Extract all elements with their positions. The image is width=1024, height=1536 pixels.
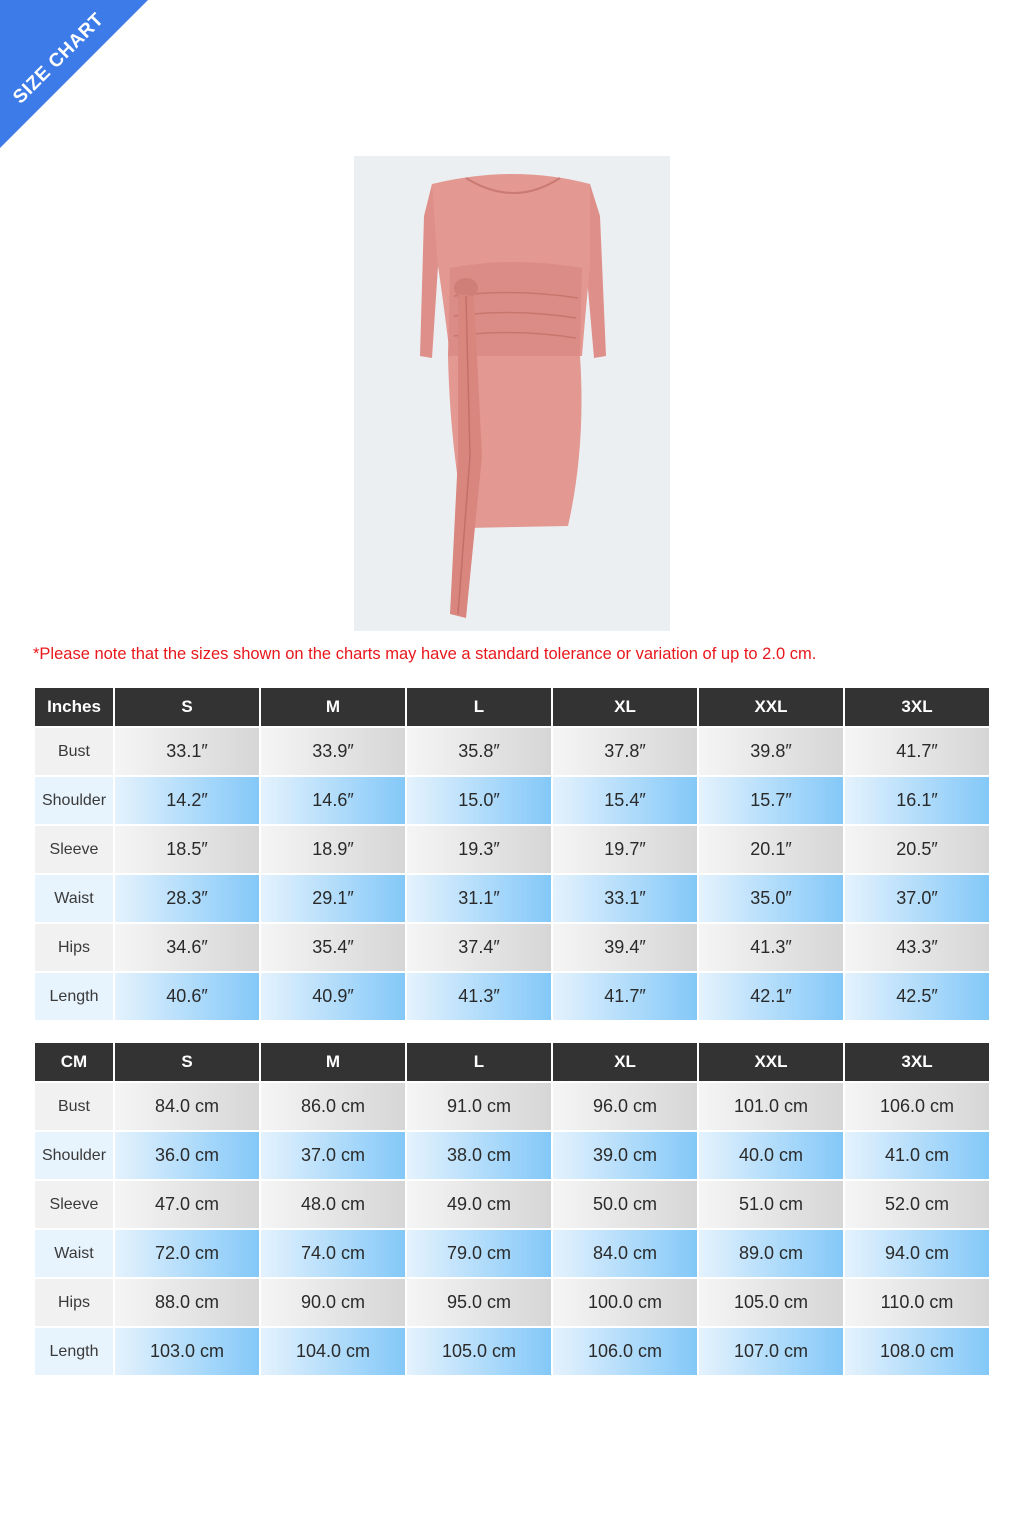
table-cell: 50.0 cm	[553, 1181, 697, 1228]
table-cell: 103.0 cm	[115, 1328, 259, 1375]
row-label: Waist	[35, 1230, 113, 1277]
table-cell: 29.1″	[261, 875, 405, 922]
table-cell: 74.0 cm	[261, 1230, 405, 1277]
table-cell: 86.0 cm	[261, 1083, 405, 1130]
table-cell: 84.0 cm	[553, 1230, 697, 1277]
badge-label: SIZE CHART	[9, 9, 109, 109]
table-cell: 95.0 cm	[407, 1279, 551, 1326]
table-header-row	[35, 1043, 989, 1081]
table-cell: 35.8″	[407, 728, 551, 775]
table-cell: 48.0 cm	[261, 1181, 405, 1228]
size-header: L	[407, 1043, 551, 1081]
table-cell: 19.7″	[553, 826, 697, 873]
table-cell: 18.5″	[115, 826, 259, 873]
table-cell: 96.0 cm	[553, 1083, 697, 1130]
table-cell: 89.0 cm	[699, 1230, 843, 1277]
table-cell: 33.1″	[553, 875, 697, 922]
tolerance-note: *Please note that the sizes shown on the charts may have a standard tolerance or variation of up to 2.0 cm.	[33, 645, 817, 663]
size-chart-badge	[0, 0, 150, 150]
row-label: Length	[35, 973, 113, 1020]
size-header: XXL	[699, 1043, 843, 1081]
table-row	[35, 1181, 989, 1228]
table-row	[35, 777, 989, 824]
row-label: Sleeve	[35, 826, 113, 873]
row-label: Sleeve	[35, 1181, 113, 1228]
row-label: Shoulder	[35, 1132, 113, 1179]
table-cell: 79.0 cm	[407, 1230, 551, 1277]
size-header: XL	[553, 1043, 697, 1081]
table-row	[35, 875, 989, 922]
table-cell: 105.0 cm	[407, 1328, 551, 1375]
table-cell: 42.1″	[699, 973, 843, 1020]
table-cell: 34.6″	[115, 924, 259, 971]
row-label: Hips	[35, 1279, 113, 1326]
table-cell: 20.1″	[699, 826, 843, 873]
table-cell: 40.0 cm	[699, 1132, 843, 1179]
table-row	[35, 1279, 989, 1326]
table-cell: 36.0 cm	[115, 1132, 259, 1179]
unit-header: CM	[35, 1043, 113, 1081]
table-row	[35, 1328, 989, 1375]
table-cell: 37.4″	[407, 924, 551, 971]
table-cell: 51.0 cm	[699, 1181, 843, 1228]
table-cell: 49.0 cm	[407, 1181, 551, 1228]
table-cell: 40.6″	[115, 973, 259, 1020]
table-cell: 39.0 cm	[553, 1132, 697, 1179]
row-label: Hips	[35, 924, 113, 971]
table-cell: 35.4″	[261, 924, 405, 971]
product-image	[354, 156, 670, 631]
table-cell: 84.0 cm	[115, 1083, 259, 1130]
table-cell: 37.0″	[845, 875, 989, 922]
table-cell: 107.0 cm	[699, 1328, 843, 1375]
table-cell: 106.0 cm	[845, 1083, 989, 1130]
size-header: S	[115, 688, 259, 726]
table-cell: 100.0 cm	[553, 1279, 697, 1326]
table-cell: 91.0 cm	[407, 1083, 551, 1130]
table-cell: 14.2″	[115, 777, 259, 824]
table-cell: 18.9″	[261, 826, 405, 873]
table-cell: 19.3″	[407, 826, 551, 873]
unit-header: Inches	[35, 688, 113, 726]
table-cell: 31.1″	[407, 875, 551, 922]
table-cell: 110.0 cm	[845, 1279, 989, 1326]
row-label: Length	[35, 1328, 113, 1375]
table-cell: 15.4″	[553, 777, 697, 824]
table-cell: 37.0 cm	[261, 1132, 405, 1179]
size-header: M	[261, 1043, 405, 1081]
table-row	[35, 1132, 989, 1179]
table-cell: 108.0 cm	[845, 1328, 989, 1375]
table-cell: 40.9″	[261, 973, 405, 1020]
size-header: M	[261, 688, 405, 726]
table-row	[35, 973, 989, 1020]
table-cell: 28.3″	[115, 875, 259, 922]
table-cell: 52.0 cm	[845, 1181, 989, 1228]
table-cell: 37.8″	[553, 728, 697, 775]
table-cell: 106.0 cm	[553, 1328, 697, 1375]
table-row	[35, 826, 989, 873]
table-row	[35, 1230, 989, 1277]
table-cell: 42.5″	[845, 973, 989, 1020]
row-label: Bust	[35, 728, 113, 775]
table-row	[35, 924, 989, 971]
table-cell: 33.9″	[261, 728, 405, 775]
size-header: XXL	[699, 688, 843, 726]
table-cell: 41.3″	[699, 924, 843, 971]
table-cell: 43.3″	[845, 924, 989, 971]
table-cell: 39.4″	[553, 924, 697, 971]
table-header-row	[35, 688, 989, 726]
table-row	[35, 1083, 989, 1130]
table-cell: 15.0″	[407, 777, 551, 824]
size-header: 3XL	[845, 688, 989, 726]
table-cell: 41.7″	[553, 973, 697, 1020]
badge-triangle	[0, 0, 148, 148]
cm-size-table	[33, 1041, 991, 1377]
table-cell: 15.7″	[699, 777, 843, 824]
table-cell: 33.1″	[115, 728, 259, 775]
size-header: L	[407, 688, 551, 726]
table-cell: 14.6″	[261, 777, 405, 824]
inches-size-table	[33, 686, 991, 1022]
row-label: Bust	[35, 1083, 113, 1130]
table-cell: 104.0 cm	[261, 1328, 405, 1375]
table-cell: 94.0 cm	[845, 1230, 989, 1277]
table-cell: 41.7″	[845, 728, 989, 775]
table-cell: 41.3″	[407, 973, 551, 1020]
size-header: S	[115, 1043, 259, 1081]
pink-dress-illustration	[354, 156, 670, 631]
table-cell: 90.0 cm	[261, 1279, 405, 1326]
table-cell: 41.0 cm	[845, 1132, 989, 1179]
table-cell: 16.1″	[845, 777, 989, 824]
table-cell: 35.0″	[699, 875, 843, 922]
table-cell: 38.0 cm	[407, 1132, 551, 1179]
size-header: 3XL	[845, 1043, 989, 1081]
table-cell: 47.0 cm	[115, 1181, 259, 1228]
table-row	[35, 728, 989, 775]
row-label: Shoulder	[35, 777, 113, 824]
table-cell: 101.0 cm	[699, 1083, 843, 1130]
row-label: Waist	[35, 875, 113, 922]
table-cell: 105.0 cm	[699, 1279, 843, 1326]
size-header: XL	[553, 688, 697, 726]
table-cell: 72.0 cm	[115, 1230, 259, 1277]
table-cell: 20.5″	[845, 826, 989, 873]
table-cell: 39.8″	[699, 728, 843, 775]
table-cell: 88.0 cm	[115, 1279, 259, 1326]
